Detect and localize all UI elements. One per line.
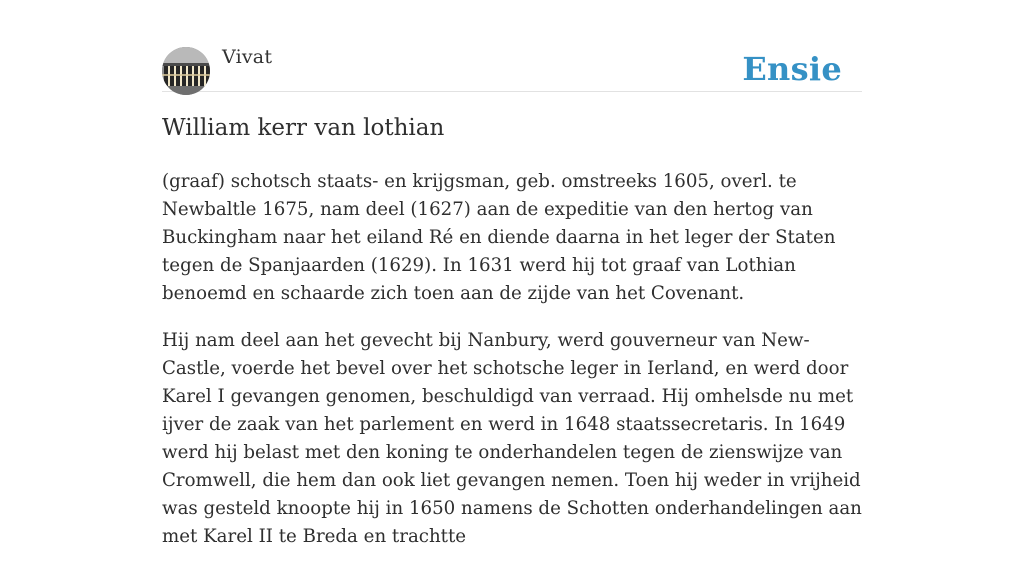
brand-logo[interactable]: Ensie — [742, 50, 842, 88]
article-body — [162, 168, 862, 570]
article-page — [162, 0, 862, 547]
source-name[interactable]: Vivat — [222, 46, 273, 68]
paragraph: (graaf) schotsch staats- en krijgsman, geb. omstreeks 1605, overl. te Newbaltle 1675, nam deel (1627) aan de expeditie van den hertog van Buckingham naar het eiland Ré en diende daarna in het leger der Staten tegen de Spanjaarden (1629). In 1631 werd hij tot graaf van Lothian benoemd en schaarde zich toen aan de zijde van het Covenant. — [162, 171, 836, 304]
book-spines-icon[interactable] — [162, 47, 210, 95]
article-title: William kerr van lothian — [162, 115, 445, 141]
paragraph: Hij nam deel aan het gevecht bij Nanbury, werd gouverneur van New-Castle, voerde het bevel over het schotsche leger in Ierland, en werd door Karel I gevangen genomen, beschuldigd van verraad. Hij omhelsde nu met ijver de zaak van het parlement en werd in 1648 staatssecretaris. In 1649 werd hij belast met den koning te onderhandelen tegen de zienswijze van Cromwell, die hem dan ook liet gevangen nemen. Toen hij weder in vrijheid was gesteld knoopte hij in 1650 namens de Schotten onderhandelingen aan met Karel II te Breda en trachtte — [162, 330, 862, 547]
article-header — [162, 0, 862, 92]
